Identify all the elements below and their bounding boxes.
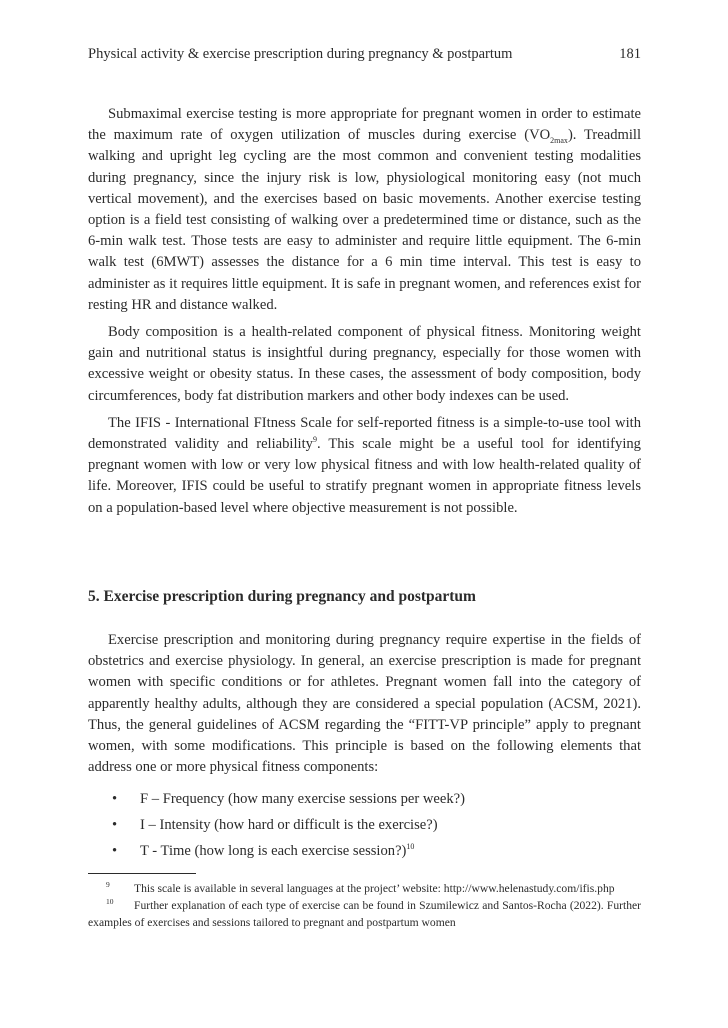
fitt-vp-list — [88, 786, 641, 864]
footnote-9: 9 This scale is available in several languages at the project’ website: http://www.helenastudy.com/ifis.php — [106, 880, 615, 895]
footnote-10: 10 Further explanation of each type of exercise can be found in Szumilewicz and Santos-Rocha (2022). Further examples of exercises and sessions tailored to pregnant and postpartum women — [88, 897, 641, 929]
paragraph-ifis — [88, 413, 641, 519]
body-text — [88, 104, 641, 525]
footnotes — [88, 880, 641, 931]
page-number: 181 — [619, 46, 641, 62]
subscript-2max: 2max — [550, 136, 568, 146]
list-item — [88, 812, 641, 838]
list-item-text-main: T - Time (how long is each exercise session?) — [140, 843, 407, 859]
paragraph-text: . This scale might be a useful tool for identifying pregnant women with low or very low physical fitness and with low health-related quality of life. Moreover, IFIS could be useful to stratify pregnant women in appropriate fitness levels on a population-based level where objective measurement is not possible. — [88, 436, 641, 516]
footnote-divider — [88, 873, 196, 874]
bullet-symbol: • — [112, 817, 118, 833]
list-item — [88, 838, 641, 864]
list-item — [88, 786, 641, 812]
bullet-symbol: • — [112, 843, 118, 859]
bullet-symbol: • — [112, 791, 118, 807]
footnote-ref-10[interactable]: 10 — [406, 842, 415, 852]
list-item-text: I – Intensity (how hard or difficult is the exercise?) — [140, 817, 438, 833]
paragraph-exercise-prescription: Exercise prescription and monitoring during pregnancy require expertise in the fields of obstetrics and exercise physiology. In general, an exercise prescription is made for pregnant women with specific conditions or for athletes. Pregnant women fall into the category of apparently healthy adults, although they are considered a special population (ACSM, 2021). Thus, the general guidelines of ACSM regarding the “FITT-VP principle” apply to pregnant women, with some modifications. This principle is based on the following elements that address one or more physical fitness components: — [88, 632, 641, 776]
paragraph-text: Submaximal exercise testing is more appropriate for pregnant women in order to estimate the maximum rate of oxygen utilization of muscles during exercise (VO — [88, 106, 641, 144]
footnote-text: This scale is available in several languages at the project’ website: http://www.helenastudy.com/ifis.php — [134, 882, 615, 895]
paragraph-body-composition: Body composition is a health-related component of physical fitness. Monitoring weight gain and nutritional status is insightful during pregnancy, especially for those women with excessive weight or obesity status. In these cases, the assessment of body composition, body circumferences, body fat distribution markers and other body indexes can be used. — [88, 324, 641, 404]
footnote-ref-9[interactable]: 9 — [312, 435, 317, 445]
list-item-text: F – Frequency (how many exercise sessions per week?) — [140, 791, 466, 807]
section-body — [88, 630, 641, 778]
running-title: Physical activity & exercise prescription during pregnancy & postpartum — [88, 46, 513, 62]
footnote-text: Further explanation of each type of exercise can be found in Szumilewicz and Santos-Rocha (2022). Further examples of exercises and sessions tailored to pregnant and postpartum women — [88, 899, 641, 929]
paragraph-submaximal-testing — [88, 104, 641, 316]
section-heading: 5. Exercise prescription during pregnancy and postpartum — [88, 588, 476, 605]
paragraph-text: The IFIS - International FItness Scale for self-reported fitness is a simple-to-use tool with demonstrated validity and reliability — [88, 414, 641, 453]
list-item-text — [140, 838, 414, 864]
paragraph-text: ). Treadmill walking and upright leg cycling are the most common and convenient testing modalities during pregnancy, since the injury risk is low, physiological monitoring easy (not much vertical movement), and the exercises based on basic movements. Another exercise testing option is a field test consisting of walking over a predetermined time or distance, such as the 6-min walk test. Those tests are easy to administer and require little equipment. The 6-min walk test (6MWT) assesses the distance for a 6 min time interval. This test is easy to administer as it requires little equipment. It is safe in pregnant women, and references exist for resting HR and distance walked. — [88, 127, 642, 313]
running-header — [88, 46, 641, 63]
